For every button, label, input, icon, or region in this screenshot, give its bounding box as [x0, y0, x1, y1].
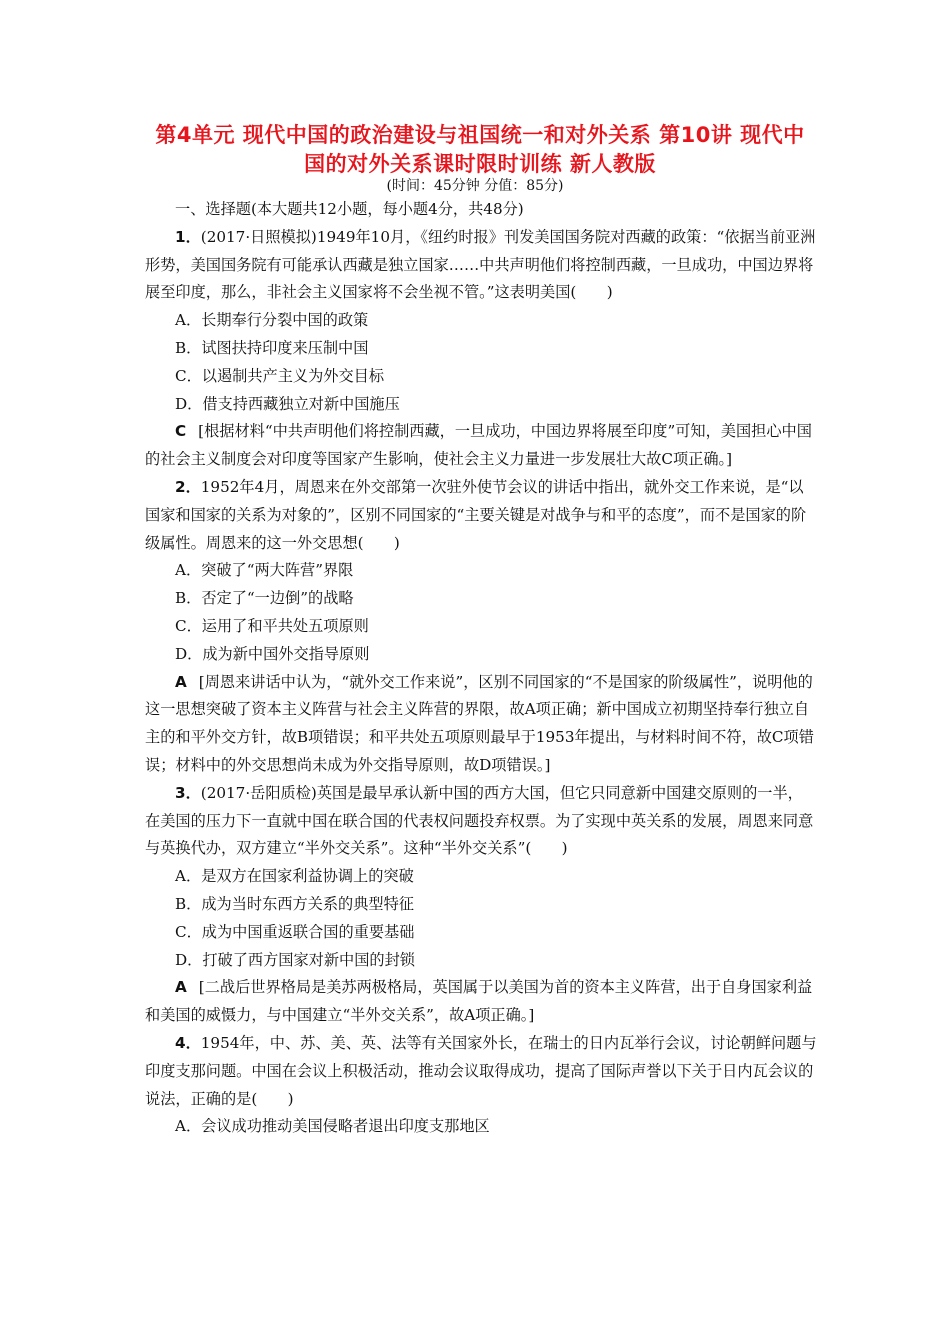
- question-text: 1954年，中、苏、美、英、法等有关国家外长，在瑞士的日内瓦举行会议，讨论朝鲜问题与印度支那问题。中国在会议上积极活动，推动会议取得成功，提高了国际声誉以下关于日内瓦会议的说法，正确的是( ): [145, 1033, 817, 1108]
- document-body: [145, 196, 817, 1141]
- answer-1: [145, 418, 817, 474]
- exam-meta: (时间：45分钟 分值：85分): [386, 178, 564, 194]
- document-title: 第4单元 现代中国的政治建设与祖国统一和对外关系 第10讲 现代中国的对外关系课时限时训练 新人教版: [155, 123, 805, 176]
- option-b: B．否定了“一边倒”的战略: [175, 589, 354, 608]
- option-a: A．突破了“两大阵营”界限: [175, 561, 354, 580]
- option-d: D．打破了西方国家对新中国的封锁: [175, 950, 415, 969]
- option-a: A．是双方在国家利益协调上的突破: [175, 867, 414, 886]
- option-c: C．以遏制共产主义为外交目标: [175, 366, 385, 385]
- option-a: A．会议成功推动美国侵略者退出印度支那地区: [175, 1117, 490, 1136]
- question-number: 4．: [175, 1033, 201, 1052]
- question-number: 1．: [175, 227, 201, 246]
- question-text: 1952年4月，周恩来在外交部第一次驻外使节会议的讲话中指出，就外交工作来说，是“以国家和国家的关系为对象的”，区别不同国家的“主要关键是对战争与和平的态度”，而不是国家的阶级属性。周恩来的这一外交思想( ): [145, 477, 807, 552]
- option-c: C．运用了和平共处五项原则: [175, 616, 369, 635]
- option-b: B．试图扶持印度来压制中国: [175, 338, 369, 357]
- answer-explanation: [周恩来讲话中认为，“就外交工作来说”，区别不同国家的“不是国家的阶级属性”，说明他的这一思想突破了资本主义阵营与社会主义阵营的界限，故A项正确；新中国成立初期坚持奉行独立自主的和平外交方针，故B项错误；和平共处五项原则最早于1953年提出，与材料时间不符，故C项错误；材料中的外交思想尚未成为外交指导原则，故D项错误。]: [145, 672, 814, 774]
- option-a: A．长期奉行分裂中国的政策: [175, 311, 369, 330]
- question-number: 3．: [175, 783, 201, 802]
- question-2: [145, 474, 817, 557]
- answer-explanation: [二战后世界格局是美苏两极格局，英国属于以美国为首的资本主义阵营，出于自身国家利益和美国的威慑力，与中国建立“半外交关系”，故A项正确。]: [145, 978, 813, 1025]
- question-number: 2．: [175, 477, 201, 496]
- answer-explanation: [根据材料“中共声明他们将控制西藏，一旦成功，中国边界将展至印度”可知，美国担心中国的社会主义制度会对印度等国家产生影响，使社会主义力量进一步发展壮大故C项正确。]: [145, 422, 812, 469]
- answer-3: [145, 974, 817, 1030]
- option-d: D．成为新中国外交指导原则: [175, 644, 370, 663]
- section-heading: 一、选择题(本大题共12小题，每小题4分，共48分): [175, 200, 524, 218]
- option-b: B．成为当时东西方关系的典型特征: [175, 894, 414, 913]
- option-c: C．成为中国重返联合国的重要基础: [175, 922, 415, 941]
- question-text: (2017·岳阳质检)英国是最早承认新中国的西方大国，但它只同意新中国建交原则的一半，在美国的压力下一直就中国在联合国的代表权问题投弃权票。为了实现中英关系的发展，周恩来同意与英换代办，双方建立“半外交关系”。这种“半外交关系”( ): [145, 783, 814, 858]
- question-1: [145, 224, 817, 307]
- answer-2: [145, 669, 817, 780]
- question-4: [145, 1030, 817, 1113]
- answer-letter: A: [175, 672, 187, 691]
- answer-letter: C: [175, 422, 187, 441]
- option-d: D．借支持西藏独立对新中国施压: [175, 394, 400, 413]
- question-text: (2017·日照模拟)1949年10月，《纽约时报》刊发美国国务院对西藏的政策：“依据当前亚洲形势，美国国务院有可能承认西藏是独立国家……中共声明他们将控制西藏，一旦成功，中国边界将展至印度，那么，非社会主义国家将不会坐视不管。”这表明美国( ): [145, 227, 816, 302]
- answer-letter: A: [175, 978, 187, 997]
- question-3: [145, 780, 817, 863]
